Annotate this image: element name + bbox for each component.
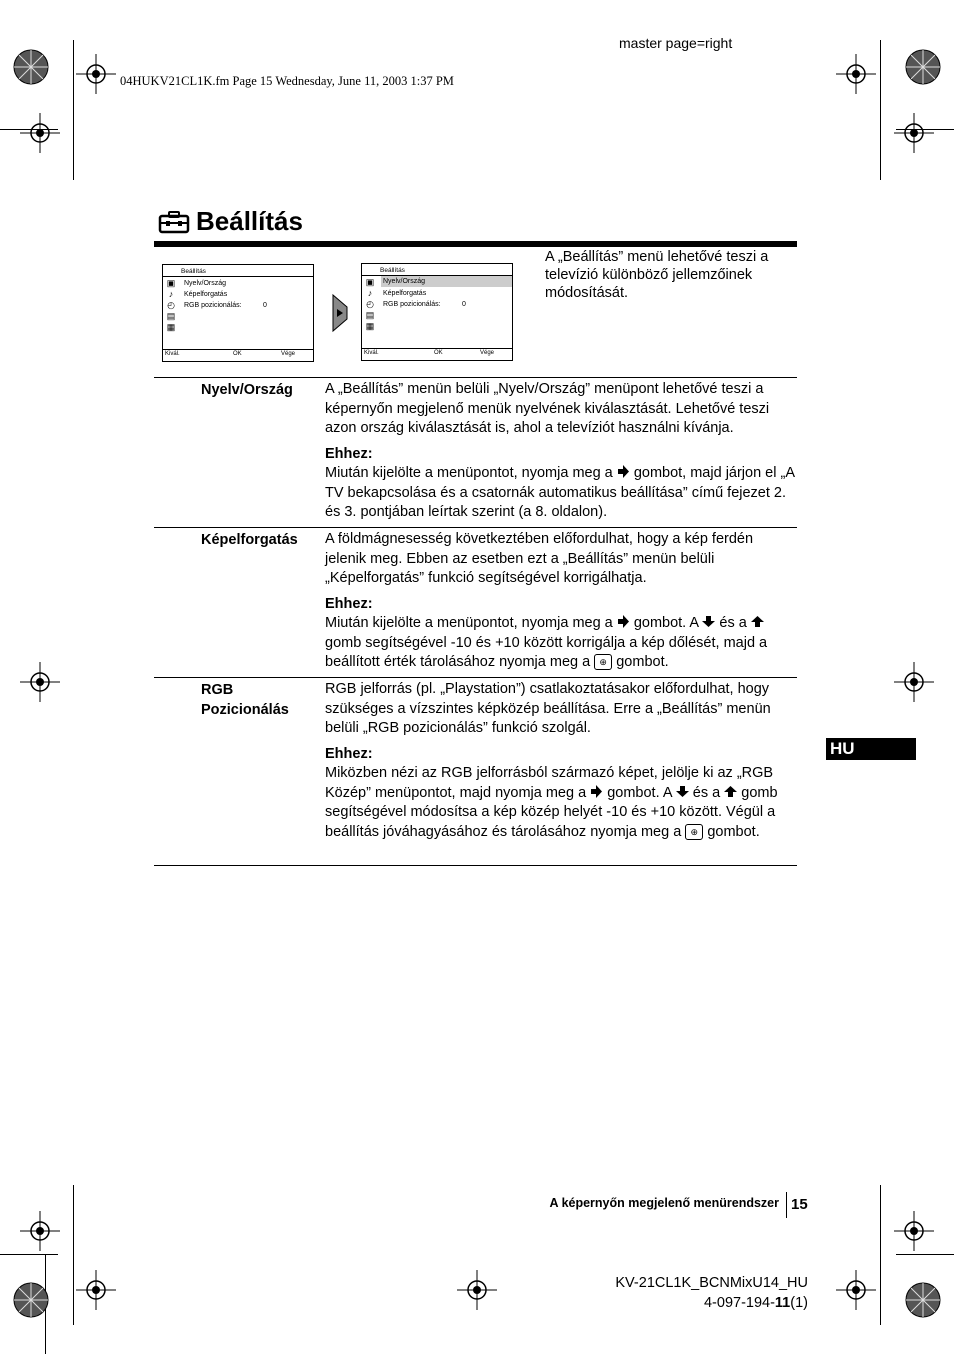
- menu-header: Beállítás: [380, 267, 405, 274]
- menu-icon-column: [165, 278, 177, 333]
- menu-item-rgb-value: 0: [462, 301, 466, 308]
- sound-icon: ♪: [367, 288, 373, 298]
- desc-rgb: RGB jelforrás (pl. „Playstation”) csatlakoztatásakor előfordulhat, hogy szükséges a vízszintes képközép beállítása. Erre a „Beállítás” menün belüli „RGB pozicionálás” funkció szolgál. Ehhez: Miközben nézi az RGB jelforrásból származó képet, jelölje ki az „RGB Közép” menüpontot, majd nyomja meg a gombot. A és a gomb segítségével módosítsa a kép közép helyét -10 és +10 között. Végül a beállítás jóváhagyásához és tárolásához nyomja meg a ⊕ gombot.: [325, 681, 778, 840]
- desc-language: A „Beállítás” menün belüli „Nyelv/Ország” menüpont lehetővé teszi a képernyőn megjelenő menük nyelvének kiválasztását. Lehetővé teszi azon ország kiválasztását is, ahol a televíziót használni kívánja. Ehhez: Miután kijelölte a menüpontot, nyomja meg a gombot, majd járjon el „A TV bekapcsolása és a csatornák automatikus beállítása” című fejezet 2. és 3. pontjában leírtak szerint (a 8. oldalon).: [325, 381, 795, 520]
- timer-icon: ◴: [366, 299, 374, 309]
- term-rgb: RGB Pozicionálás: [201, 682, 289, 718]
- menu-icon-column: [364, 277, 376, 332]
- table-rule: [154, 377, 797, 378]
- sound-icon: ♪: [168, 289, 174, 299]
- menu-item-rgb: RGB pozicionálás:: [184, 302, 242, 309]
- color-rose-mark: [904, 48, 942, 86]
- page-title: [158, 206, 303, 237]
- picture-icon: ▣: [166, 278, 176, 288]
- footer-divider: [786, 1192, 787, 1218]
- table-rule: [154, 677, 797, 678]
- registration-mark: [76, 1270, 116, 1310]
- footer-section-title: A képernyőn megjelenő menürendszer: [549, 1196, 779, 1210]
- file-info-line: 04HUKV21CL1K.fm Page 15 Wednesday, June 11, 2003 1:37 PM: [120, 74, 454, 88]
- menu-item-rotation: Képelforgatás: [383, 290, 427, 297]
- registration-mark: [20, 113, 60, 153]
- arrow-right-icon: [590, 785, 603, 798]
- registration-mark: [457, 1270, 497, 1310]
- arrow-right-icon: [617, 465, 630, 478]
- model-code: KV-21CL1K_BCNMixU14_HU: [615, 1275, 808, 1291]
- menu-footer: Kivál. OK Vége: [362, 348, 512, 360]
- menu-item-rotation: Képelforgatás: [184, 291, 228, 298]
- menu-item-language-selected: Nyelv/Ország: [383, 278, 426, 285]
- page-title-text: Beállítás: [196, 206, 303, 236]
- registration-mark: [20, 1211, 60, 1251]
- setup-icon: ▦: [166, 322, 176, 332]
- term-language: Nyelv/Ország: [201, 382, 293, 398]
- preset-icon: ▤: [365, 310, 375, 320]
- menu-screen-before: [162, 264, 314, 362]
- part-number: 4-097-194-11(1): [703, 1295, 808, 1311]
- color-rose-mark: [904, 1281, 942, 1319]
- term-rotation: Képelforgatás: [201, 532, 298, 548]
- arrow-down-icon: [702, 615, 715, 628]
- preset-icon: ▤: [166, 311, 176, 321]
- arrow-up-icon: [751, 615, 764, 628]
- menu-header: Beállítás: [181, 268, 206, 275]
- ok-button-icon: ⊕: [685, 824, 703, 840]
- registration-mark: [836, 1270, 876, 1310]
- menu-item-language: Nyelv/Ország: [184, 280, 227, 287]
- toolbox-icon: [158, 210, 190, 234]
- table-rule: [154, 527, 797, 528]
- registration-mark: [76, 54, 116, 94]
- arrow-right-icon: [617, 615, 630, 628]
- color-rose-mark: [12, 48, 50, 86]
- language-tab: HU: [826, 738, 916, 760]
- arrow-down-icon: [676, 785, 689, 798]
- color-rose-mark: [12, 1281, 50, 1319]
- table-rule: [154, 865, 797, 866]
- registration-mark: [836, 54, 876, 94]
- title-rule: [154, 241, 797, 247]
- registration-mark: [20, 662, 60, 702]
- desc-rotation: A földmágnesesség következtében előfordulhat, hogy a kép ferdén jelenik meg. Ebben az esetben ezt a „Beállítás” menün belüli „Képelforgatás” funkció segítségével korrigálhatja. Ehhez: Miután kijelölte a menüpontot, nyomja meg a gombot. A és a gomb segítségével -10 és +10 között korrigálja a kép dőlését, majd a beállított érték tárolásához nyomja meg a ⊕ gombot.: [325, 531, 768, 670]
- timer-icon: ◴: [167, 300, 175, 310]
- arrow-right-icon: [332, 293, 348, 333]
- menu-item-rgb: RGB pozicionálás:: [383, 301, 441, 308]
- setup-icon: ▦: [365, 321, 375, 331]
- picture-icon: ▣: [365, 277, 375, 287]
- menu-footer: Kivál. OK Vége: [163, 349, 313, 361]
- ok-button-icon: ⊕: [594, 654, 612, 670]
- registration-mark: [894, 1211, 934, 1251]
- registration-mark: [894, 113, 934, 153]
- master-page-label: master page=right: [619, 35, 733, 51]
- registration-mark: [894, 662, 934, 702]
- intro-text: A „Beállítás” menü lehetővé teszi a televízió különböző jellemzőinek módosítását.: [545, 249, 769, 301]
- menu-item-rgb-value: 0: [263, 302, 267, 309]
- page-number: 15: [791, 1196, 808, 1213]
- arrow-up-icon: [724, 785, 737, 798]
- menu-screen-after: [361, 263, 513, 361]
